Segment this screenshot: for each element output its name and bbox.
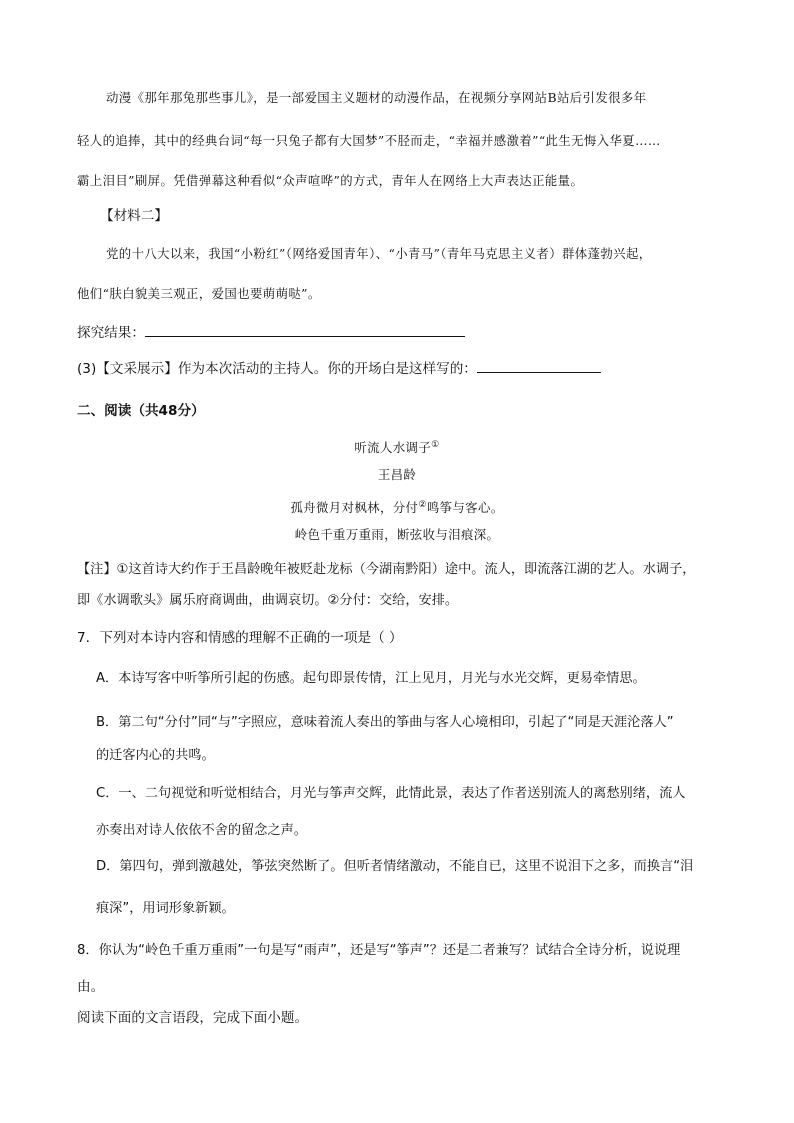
material1-line1: 动漫《那年那兔那些事儿》，是一部爱国主义题材的动漫作品，在视频分享网站B站后引发很多年 xyxy=(106,90,647,105)
poem-line-1 xyxy=(0,496,794,517)
q7-option-b-line-1[interactable]: B．第二句“分付”同“与”字照应，意味着流人奏出的筝曲与客人心境相印，引起了“同是天涯沦落人” xyxy=(96,715,674,730)
q7-option-c-line-2: 亦奏出对诗人依依不舍的留念之声。 xyxy=(96,823,307,838)
material2-line2: 他们“肤白貌美三观正，爱国也要萌萌哒”。 xyxy=(77,286,321,301)
q3-text: (3)【文采展示】作为本次活动的主持人。你的开场白是这样写的： xyxy=(77,361,477,377)
poem-title xyxy=(0,436,794,457)
q8-line-2: 由。 xyxy=(77,979,105,995)
result-label: 探究结果： xyxy=(77,325,145,341)
result-answer-blank[interactable] xyxy=(145,322,465,337)
q7-option-d-line-1[interactable]: D．第四句，弹到激越处，筝弦突然断了。但听者情绪激动，不能自已，这里不说泪下之多，而换言“泪 xyxy=(96,859,694,874)
q7-option-c-line-1[interactable]: C．一、二句视觉和听觉相结合，月光与筝声交辉，此情此景，表达了作者送别流人的离愁别绪，流人 xyxy=(96,786,686,801)
material2-heading: 【材料二】 xyxy=(100,208,168,224)
poem-title-note: ① xyxy=(431,440,440,450)
section-2-heading: 二、阅读（共48分） xyxy=(77,403,205,419)
material2-line1: 党的十八大以来，我国“小粉红”（网络爱国青年）、“小青马”（青年马克思主义者）群体蓬勃兴起， xyxy=(106,246,652,261)
poem-line-2: 岭色千重万重雨，断弦收与泪痕深。 xyxy=(294,527,500,542)
q7-stem: 7．下列对本诗内容和情感的理解不正确的一项是（ ） xyxy=(77,630,403,646)
q7-option-b-line-2: 的迁客内心的共鸣。 xyxy=(96,748,215,763)
note-line-1: 【注】①这首诗大约作于王昌龄晚年被贬赴龙标（今湖南黔阳）途中。流人，即流落江湖的艺人。水调子， xyxy=(77,562,696,577)
poem-title-text: 听流人水调子 xyxy=(354,440,432,456)
poem-line-1-part-a: 孤舟微月对枫林，分付 xyxy=(290,500,419,516)
poem-line-1-part-b: 鸣筝与客心。 xyxy=(426,500,504,516)
note-line-2: 即《水调歌头》属乐府商调曲，曲调哀切。②分付：交给，安排。 xyxy=(77,593,459,608)
q8-line-1: 8．你认为“岭色千重万重雨”一句是写“雨声”，还是写“筝声”？还是二者兼写？试结合全诗分析，说说理 xyxy=(77,943,681,958)
q7-option-d-line-2: 痕深”，用词形象新颖。 xyxy=(96,901,235,916)
q3-row xyxy=(77,358,601,379)
material1-line3: 霸上泪目”刷屏。凭借弹幕这种看似“众声喧哗”的方式，青年人在网络上大声表达正能量。 xyxy=(77,173,584,188)
next-instruction: 阅读下面的文言语段，完成下面小题。 xyxy=(77,1010,309,1026)
material1-line2: 轻人的追捧，其中的经典台词“每一只兔子都有大国梦”不胫而走，“幸福并感激着”“此生无悔入华夏…… xyxy=(77,133,661,148)
q3-answer-blank[interactable] xyxy=(477,358,601,373)
poem-line-1-note: ② xyxy=(418,500,427,510)
result-row xyxy=(77,322,465,343)
poem-author: 王昌龄 xyxy=(377,467,417,482)
q7-option-a[interactable]: A．本诗写客中听筝所引起的伤感。起句即景传情，江上见月，月光与水光交辉，更易牵情思。 xyxy=(96,671,646,686)
